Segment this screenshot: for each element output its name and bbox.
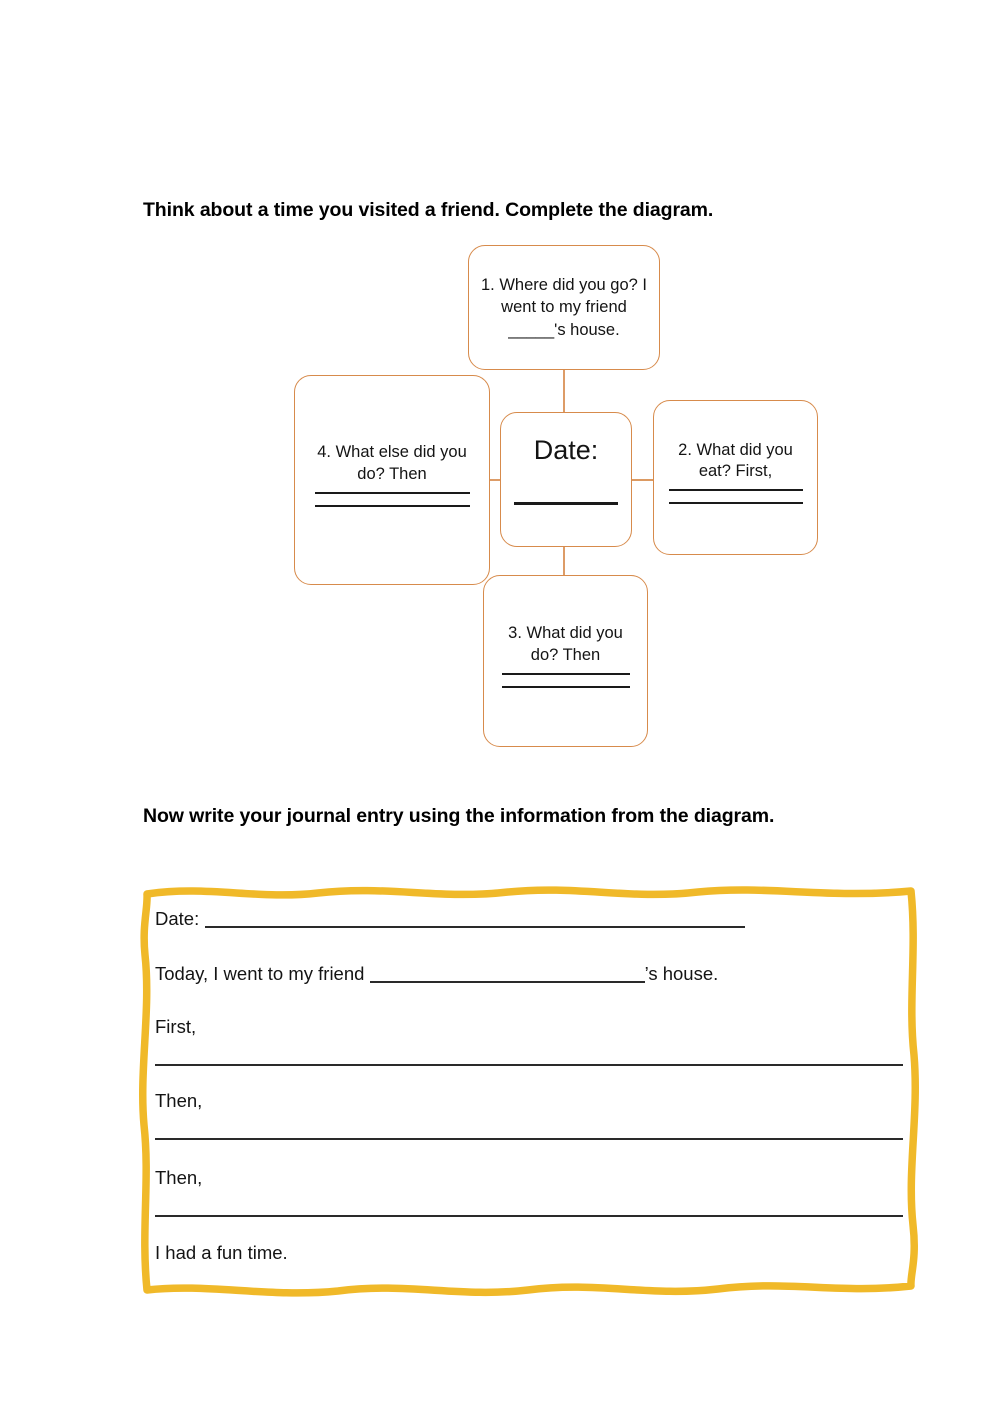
diagram-node-2-answer-lines[interactable] — [654, 489, 817, 515]
journal-closing-label: I had a fun time. — [155, 1242, 288, 1263]
answer-line[interactable] — [502, 673, 630, 675]
journal-friend-prefix: Today, I went to my friend — [155, 963, 370, 984]
journal-first-label: First, — [155, 1016, 197, 1037]
journal-write-line-1[interactable] — [155, 1064, 903, 1066]
answer-line[interactable] — [315, 505, 470, 507]
journal-row-closing — [155, 1242, 903, 1264]
journal-then-2-label: Then, — [155, 1167, 203, 1188]
journal-date-label: Date: — [155, 908, 200, 929]
journal-lines — [155, 898, 903, 1280]
diagram-node-1-text: 1. Where did you go? I went to my friend _____'s house. — [480, 276, 647, 339]
diagram-node-4-what-else[interactable] — [294, 375, 490, 585]
journal-friend-blank[interactable] — [370, 966, 645, 983]
journal-row-then-2 — [155, 1167, 903, 1189]
journal-row-first — [155, 1016, 903, 1038]
diagram-center-date-line[interactable] — [514, 502, 618, 505]
journal-row-friend — [155, 963, 903, 985]
diagram-node-4-text: 4. What else did you do? Then — [317, 443, 467, 483]
answer-line[interactable] — [669, 502, 803, 504]
journal-write-line-3[interactable] — [155, 1215, 903, 1217]
journal-entry-box[interactable] — [138, 880, 920, 1298]
diagram-node-center-date[interactable] — [500, 412, 632, 547]
answer-line[interactable] — [502, 686, 630, 688]
diagram-node-2-text: 2. What did you eat? First, — [678, 440, 793, 480]
diagram-node-3-text: 3. What did you do? Then — [508, 624, 623, 664]
journal-row-then-1 — [155, 1090, 903, 1112]
friend-visit-diagram — [280, 235, 850, 750]
diagram-center-date-label: Date: — [533, 435, 599, 465]
answer-line[interactable] — [669, 489, 803, 491]
instruction-heading-diagram: Think about a time you visited a friend. Complete the diagram. — [143, 199, 714, 221]
journal-then-1-label: Then, — [155, 1090, 203, 1111]
journal-write-line-2[interactable] — [155, 1138, 903, 1140]
diagram-node-1-where[interactable] — [468, 245, 660, 370]
journal-date-blank[interactable] — [205, 911, 745, 928]
answer-line[interactable] — [315, 492, 470, 494]
diagram-node-3-do[interactable] — [483, 575, 648, 747]
instruction-heading-journal: Now write your journal entry using the information from the diagram. — [143, 805, 775, 827]
journal-friend-suffix: ’s house. — [644, 963, 719, 984]
diagram-node-3-answer-lines[interactable] — [484, 673, 647, 699]
journal-row-date — [155, 908, 903, 930]
diagram-node-2-eat[interactable] — [653, 400, 818, 555]
diagram-node-4-answer-lines[interactable] — [295, 492, 489, 518]
